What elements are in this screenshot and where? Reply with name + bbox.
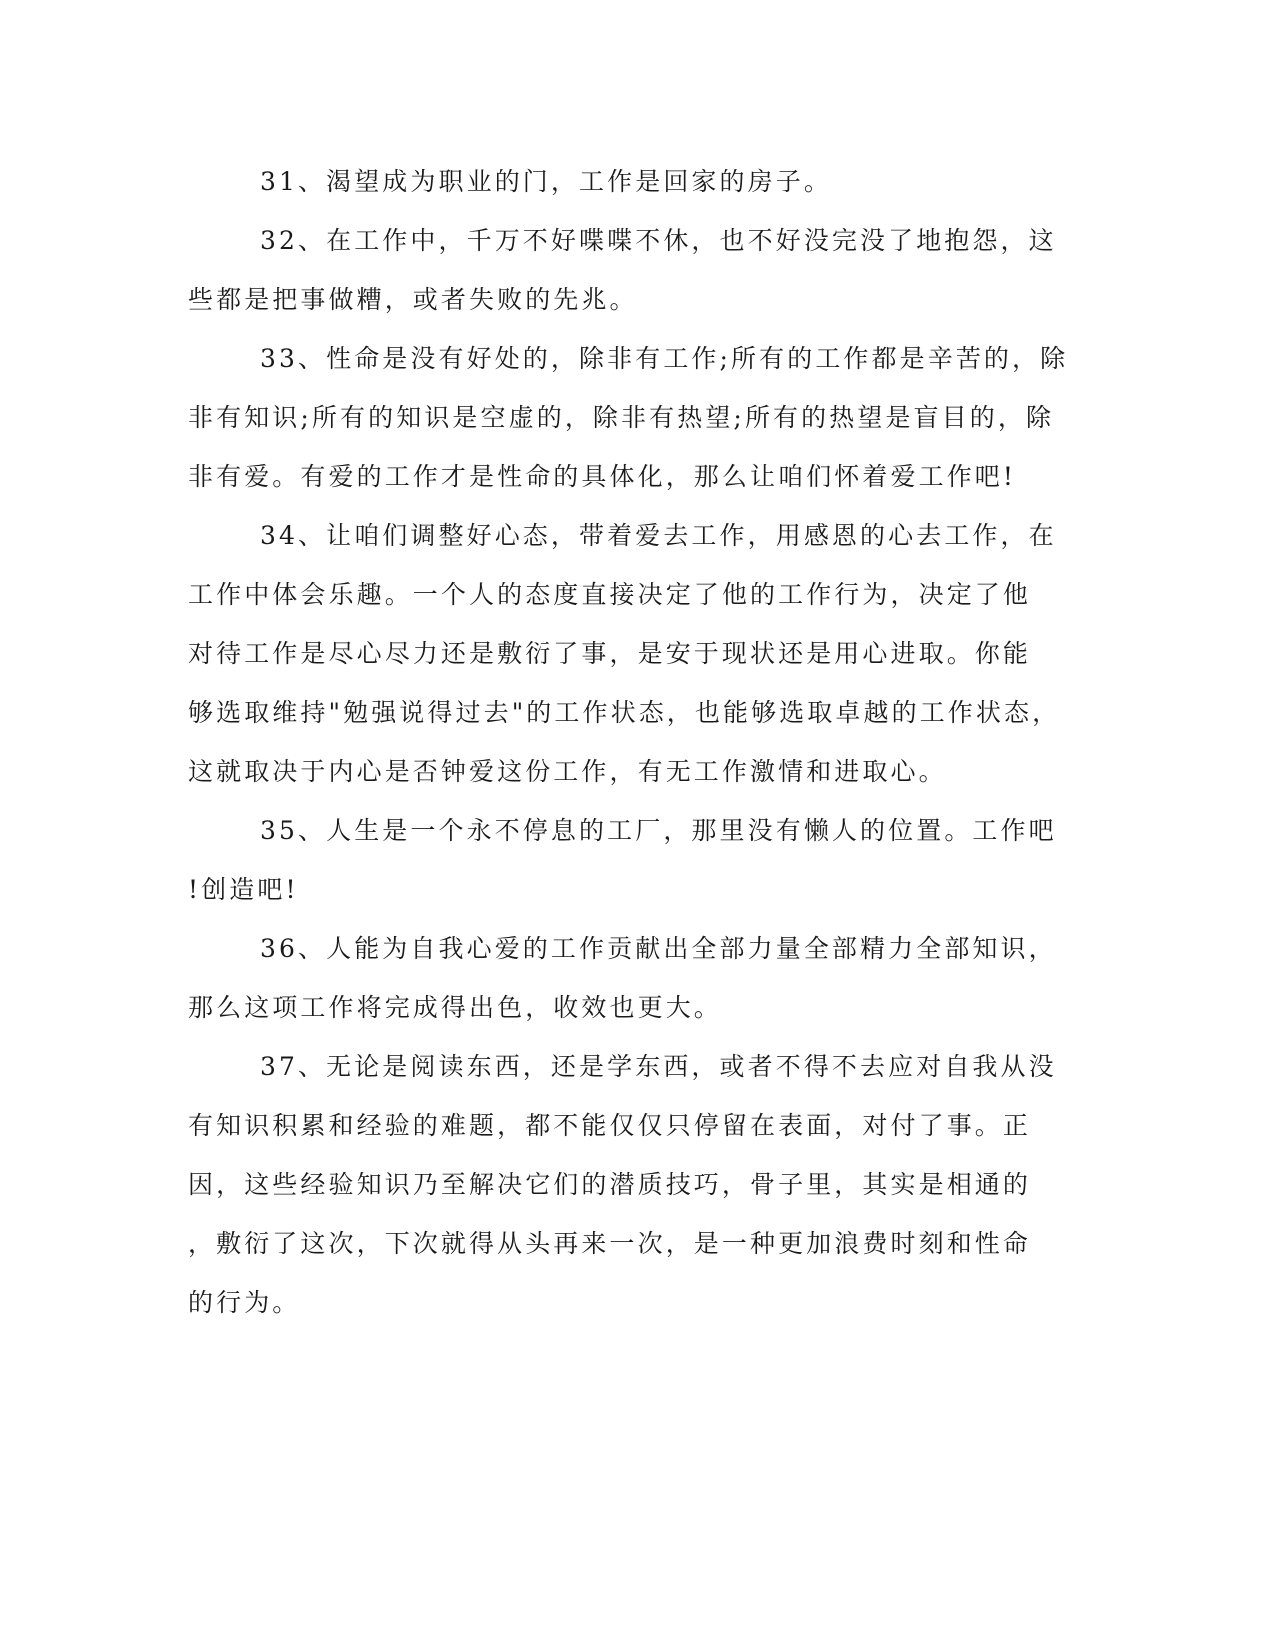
paragraph-37-line-5: 的行为。 xyxy=(188,1288,301,1317)
paragraph-36-line-1: 36、人能为自我心爱的工作贡献出全部力量全部精力全部知识， xyxy=(260,934,1057,963)
paragraph-34-line-2: 工作中体会乐趣。一个人的态度直接决定了他的工作行为，决定了他 xyxy=(188,580,1032,609)
paragraph-31-line-1: 31、渴望成为职业的门，工作是回家的房子。 xyxy=(260,167,832,196)
paragraph-32-line-1: 32、在工作中，千万不好喋喋不休，也不好没完没了地抱怨，这 xyxy=(260,226,1057,255)
paragraph-37-line-4: ，敷衍了这次，下次就得从头再来一次，是一种更加浪费时刻和性命 xyxy=(188,1229,1032,1258)
paragraph-33-line-1: 33、性命是没有好处的，除非有工作;所有的工作都是辛苦的，除 xyxy=(260,344,1069,373)
paragraph-37-line-2: 有知识积累和经验的难题，都不能仅仅只停留在表面，对付了事。正 xyxy=(188,1111,1032,1140)
paragraph-33-line-2: 非有知识;所有的知识是空虚的，除非有热望;所有的热望是盲目的，除 xyxy=(188,403,1055,432)
paragraph-36-line-2: 那么这项工作将完成得出色，收效也更大。 xyxy=(188,993,722,1022)
paragraph-32-line-2: 些都是把事做糟，或者失败的先兆。 xyxy=(188,285,638,314)
paragraph-34-line-3: 对待工作是尽心尽力还是敷衍了事，是安于现状还是用心进取。你能 xyxy=(188,639,1032,668)
paragraph-34-line-4: 够选取维持"勉强说得过去"的工作状态，也能够选取卓越的工作状态， xyxy=(188,698,1061,727)
paragraph-35-line-1: 35、人生是一个永不停息的工厂，那里没有懒人的位置。工作吧 xyxy=(260,816,1057,845)
paragraph-34-line-1: 34、让咱们调整好心态，带着爱去工作，用感恩的心去工作，在 xyxy=(260,521,1057,550)
paragraph-33-line-3: 非有爱。有爱的工作才是性命的具体化，那么让咱们怀着爱工作吧! xyxy=(188,462,1017,491)
paragraph-34-line-5: 这就取决于内心是否钟爱这份工作，有无工作激情和进取心。 xyxy=(188,757,947,786)
paragraph-37-line-1: 37、无论是阅读东西，还是学东西，或者不得不去应对自我从没 xyxy=(260,1052,1057,1081)
paragraph-35-line-2: !创造吧! xyxy=(188,875,299,904)
paragraph-37-line-3: 因，这些经验知识乃至解决它们的潜质技巧，骨子里，其实是相通的 xyxy=(188,1170,1032,1199)
